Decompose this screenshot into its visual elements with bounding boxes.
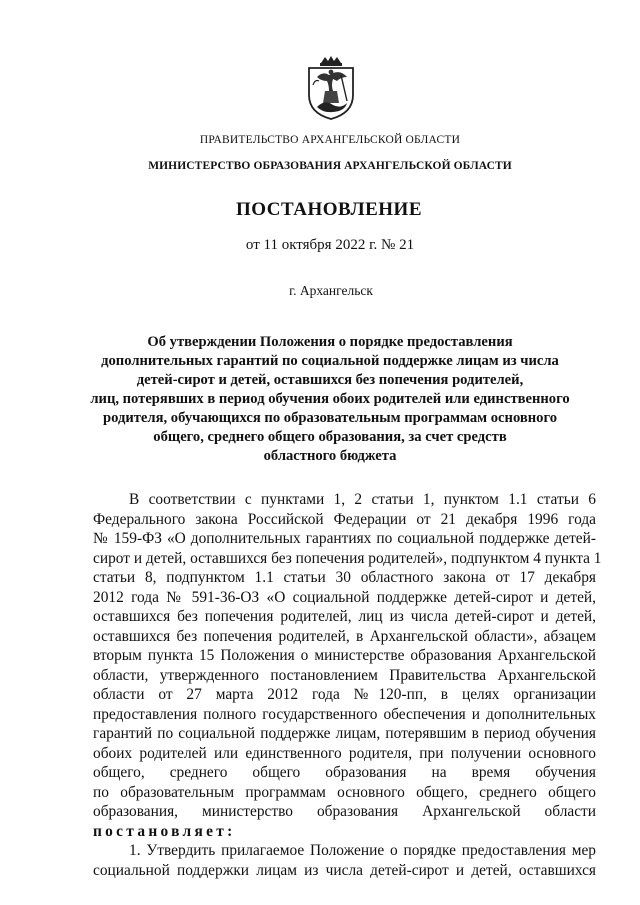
body-line: гарантий по социальной поддержке лицам, потерявшим в период обучения xyxy=(93,725,596,742)
body-line: области, утвержденного постановлением Правительства Архангельской xyxy=(93,666,596,684)
body-line: 2012 года № 591-36-ОЗ «О социальной поддержке детей-сирот и детей, xyxy=(93,588,596,606)
body-line: сирот и детей, оставшихся без попечения родителей», подпунктом 4 пункта 1 xyxy=(93,549,602,567)
body-line: В соответствии с пунктами 1, 2 статьи 1, пунктом 1.1 статьи 6 xyxy=(129,491,596,508)
subject-line: Об утверждении Положения о порядке предоставления xyxy=(147,334,513,350)
government-name: ПРАВИТЕЛЬСТВО АРХАНГЕЛЬСКОЙ ОБЛАСТИ xyxy=(199,134,461,146)
item-line: социальной поддержки лицам из числа детей-сирот и детей, оставшихся xyxy=(93,861,596,879)
item-line: 1. Утвердить прилагаемое Положение о порядке предоставления мер xyxy=(129,842,596,859)
body-line: Федерального закона Российской Федерации от 21 декабря 1996 года xyxy=(93,510,596,528)
body-line: обоих родителей или единственного родителя, при получении основного xyxy=(93,744,596,762)
body-line: по образовательным программам основного общего, среднего общего xyxy=(93,783,596,801)
body-line: общего, среднего общего образования на время обучения xyxy=(93,764,596,781)
body-line: статьи 8, подпунктом 1.1 статьи 30 областного закона от 17 декабря xyxy=(93,569,596,586)
document-body xyxy=(93,490,602,880)
ministry-name: МИНИСТЕРСТВО ОБРАЗОВАНИЯ АРХАНГЕЛЬСКОЙ ОБЛАСТИ xyxy=(148,160,512,172)
subject-line: общего, среднего общего образования, за счет средств xyxy=(153,429,507,445)
decree-word: постановляет: xyxy=(93,822,236,840)
subject-line: областного бюджета xyxy=(263,448,397,464)
subject-line: лиц, потерявших в период обучения обоих родителей или единственного xyxy=(90,391,570,407)
subject-line: детей-сирот и детей, оставшихся без попечения родителей, xyxy=(136,372,524,388)
body-line: оставшихся без попечения родителей, в Архангельской области», абзацем xyxy=(93,627,596,645)
body-line: образования, министерство образования Архангельской области xyxy=(93,803,596,820)
document-date-number: от 11 октября 2022 г. № 21 xyxy=(245,237,415,253)
body-line: оставшихся без попечения родителей, лиц из числа детей-сирот и детей, xyxy=(93,608,596,625)
subject-line: дополнительных гарантий по социальной поддержке лицам из числа xyxy=(101,353,559,369)
document-subject xyxy=(85,333,575,466)
body-line: вторым пункта 15 Положения о министерстве образования Архангельской xyxy=(93,647,596,664)
document-city: г. Архангельск xyxy=(289,283,373,298)
body-line: № 159-ФЗ «О дополнительных гарантиях по социальной поддержке детей- xyxy=(93,530,596,547)
coat-of-arms-icon xyxy=(303,55,359,121)
body-line: предоставления полного государственного обеспечения и дополнительных xyxy=(93,705,596,723)
subject-line: родителя, обучающихся по образовательным программам основного xyxy=(102,410,558,426)
body-line: области от 27 марта 2012 года №120-пп, в целях организации xyxy=(93,686,596,703)
document-title: ПОСТАНОВЛЕНИЕ xyxy=(235,199,423,220)
